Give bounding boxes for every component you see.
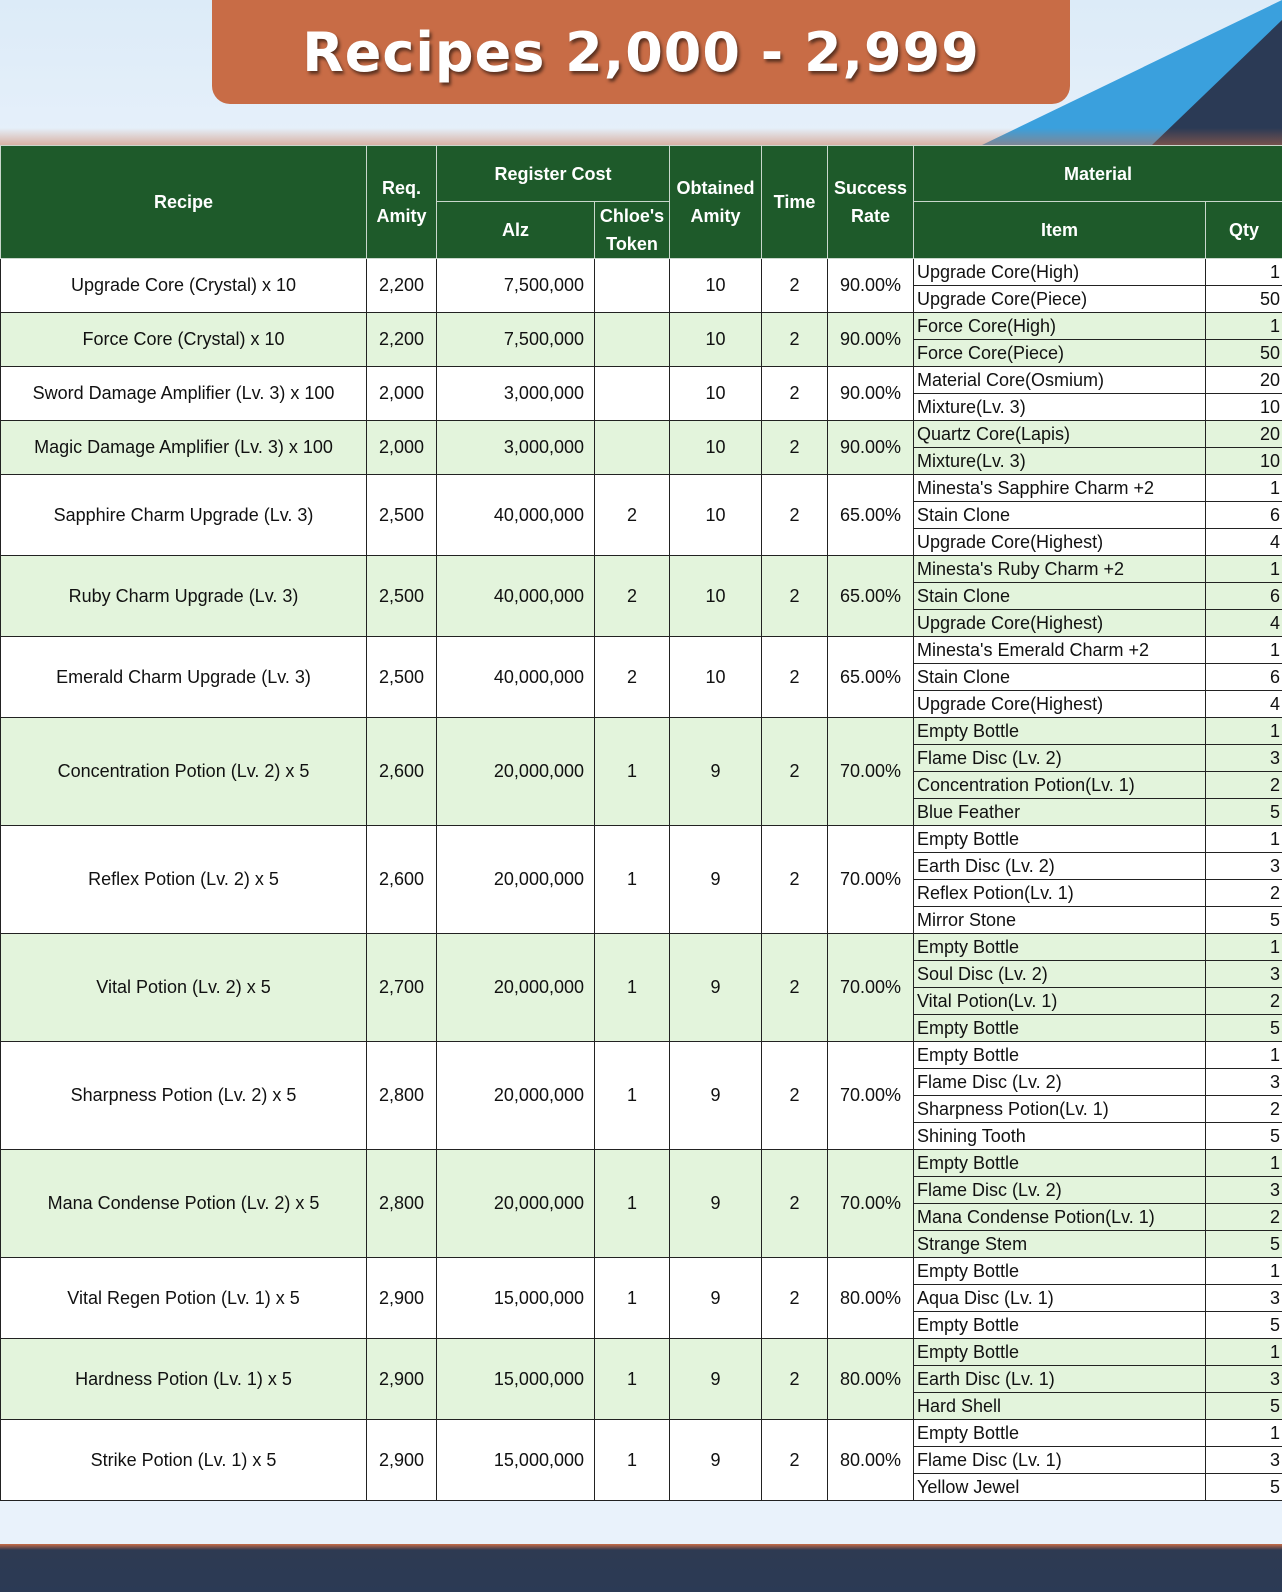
table-row xyxy=(1,934,1282,961)
cell-alz: 40,000,000 xyxy=(437,475,595,556)
cell-chloes-token: 2 xyxy=(595,556,670,637)
cell-time: 2 xyxy=(762,1339,828,1420)
cell-recipe: Upgrade Core (Crystal) x 10 xyxy=(1,259,367,313)
cell-material-item: Mirror Stone xyxy=(914,907,1206,934)
cell-material-qty: 20 xyxy=(1206,367,1282,394)
cell-material-item: Strange Stem xyxy=(914,1231,1206,1258)
cell-time: 2 xyxy=(762,259,828,313)
cell-material-item: Stain Clone xyxy=(914,664,1206,691)
cell-chloes-token: 1 xyxy=(595,1150,670,1258)
cell-material-qty: 2 xyxy=(1206,772,1282,799)
cell-material-item: Flame Disc (Lv. 2) xyxy=(914,1177,1206,1204)
cell-obtained-amity: 10 xyxy=(670,367,762,421)
cell-time: 2 xyxy=(762,313,828,367)
cell-success-rate: 90.00% xyxy=(828,259,914,313)
header-success-rate: Success Rate xyxy=(828,146,914,259)
cell-obtained-amity: 10 xyxy=(670,475,762,556)
header-qty: Qty xyxy=(1206,202,1282,259)
table-row xyxy=(1,718,1282,745)
header-req-amity: Req. Amity xyxy=(367,146,437,259)
cell-material-item: Sharpness Potion(Lv. 1) xyxy=(914,1096,1206,1123)
cell-material-item: Minesta's Sapphire Charm +2 xyxy=(914,475,1206,502)
table-row xyxy=(1,1150,1282,1177)
header-material: Material xyxy=(914,146,1282,202)
cell-time: 2 xyxy=(762,637,828,718)
cell-material-qty: 6 xyxy=(1206,664,1282,691)
cell-material-qty: 6 xyxy=(1206,502,1282,529)
cell-material-item: Upgrade Core(High) xyxy=(914,259,1206,286)
cell-success-rate: 90.00% xyxy=(828,367,914,421)
header-obtained-amity: Obtained Amity xyxy=(670,146,762,259)
footer-bar xyxy=(0,1544,1282,1592)
table-body xyxy=(1,259,1282,1501)
cell-alz: 20,000,000 xyxy=(437,1150,595,1258)
cell-material-item: Empty Bottle xyxy=(914,826,1206,853)
cell-material-item: Empty Bottle xyxy=(914,1339,1206,1366)
cell-chloes-token xyxy=(595,421,670,475)
cell-material-qty: 5 xyxy=(1206,1312,1282,1339)
cell-material-qty: 6 xyxy=(1206,583,1282,610)
cell-alz: 40,000,000 xyxy=(437,637,595,718)
table-row xyxy=(1,1420,1282,1447)
cell-material-qty: 3 xyxy=(1206,853,1282,880)
cell-material-item: Concentration Potion(Lv. 1) xyxy=(914,772,1206,799)
header-shadow xyxy=(0,128,1282,146)
cell-material-qty: 3 xyxy=(1206,1366,1282,1393)
cell-recipe: Magic Damage Amplifier (Lv. 3) x 100 xyxy=(1,421,367,475)
cell-req-amity: 2,900 xyxy=(367,1339,437,1420)
cell-alz: 40,000,000 xyxy=(437,556,595,637)
cell-time: 2 xyxy=(762,421,828,475)
cell-material-item: Flame Disc (Lv. 2) xyxy=(914,745,1206,772)
recipe-table xyxy=(0,145,1282,1501)
cell-material-qty: 1 xyxy=(1206,1339,1282,1366)
cell-material-qty: 10 xyxy=(1206,394,1282,421)
cell-success-rate: 70.00% xyxy=(828,718,914,826)
corner-decoration-navy xyxy=(1152,20,1282,145)
cell-req-amity: 2,600 xyxy=(367,826,437,934)
cell-material-item: Minesta's Emerald Charm +2 xyxy=(914,637,1206,664)
cell-material-qty: 1 xyxy=(1206,1258,1282,1285)
cell-material-item: Yellow Jewel xyxy=(914,1474,1206,1501)
cell-material-item: Empty Bottle xyxy=(914,934,1206,961)
cell-material-item: Reflex Potion(Lv. 1) xyxy=(914,880,1206,907)
cell-material-item: Quartz Core(Lapis) xyxy=(914,421,1206,448)
cell-recipe: Force Core (Crystal) x 10 xyxy=(1,313,367,367)
cell-material-qty: 1 xyxy=(1206,475,1282,502)
cell-obtained-amity: 9 xyxy=(670,1042,762,1150)
cell-obtained-amity: 10 xyxy=(670,421,762,475)
cell-time: 2 xyxy=(762,1042,828,1150)
cell-material-qty: 3 xyxy=(1206,1177,1282,1204)
cell-material-qty: 1 xyxy=(1206,1042,1282,1069)
cell-material-item: Upgrade Core(Piece) xyxy=(914,286,1206,313)
cell-material-qty: 2 xyxy=(1206,1096,1282,1123)
cell-success-rate: 90.00% xyxy=(828,313,914,367)
cell-chloes-token: 1 xyxy=(595,1339,670,1420)
cell-material-item: Mixture(Lv. 3) xyxy=(914,394,1206,421)
cell-req-amity: 2,000 xyxy=(367,367,437,421)
cell-material-item: Earth Disc (Lv. 2) xyxy=(914,853,1206,880)
cell-material-item: Material Core(Osmium) xyxy=(914,367,1206,394)
cell-alz: 20,000,000 xyxy=(437,826,595,934)
cell-material-item: Mixture(Lv. 3) xyxy=(914,448,1206,475)
cell-req-amity: 2,500 xyxy=(367,556,437,637)
cell-chloes-token xyxy=(595,367,670,421)
cell-alz: 20,000,000 xyxy=(437,718,595,826)
cell-time: 2 xyxy=(762,556,828,637)
cell-time: 2 xyxy=(762,475,828,556)
cell-req-amity: 2,900 xyxy=(367,1420,437,1501)
cell-req-amity: 2,500 xyxy=(367,475,437,556)
table-row xyxy=(1,313,1282,340)
cell-material-item: Aqua Disc (Lv. 1) xyxy=(914,1285,1206,1312)
cell-req-amity: 2,200 xyxy=(367,313,437,367)
cell-material-item: Hard Shell xyxy=(914,1393,1206,1420)
cell-obtained-amity: 10 xyxy=(670,259,762,313)
cell-success-rate: 70.00% xyxy=(828,1150,914,1258)
cell-material-qty: 4 xyxy=(1206,529,1282,556)
cell-material-qty: 50 xyxy=(1206,340,1282,367)
cell-obtained-amity: 9 xyxy=(670,934,762,1042)
recipe-table-container xyxy=(0,145,1282,1501)
cell-recipe: Sharpness Potion (Lv. 2) x 5 xyxy=(1,1042,367,1150)
cell-success-rate: 70.00% xyxy=(828,826,914,934)
header-register-cost: Register Cost xyxy=(437,146,670,202)
cell-material-item: Empty Bottle xyxy=(914,718,1206,745)
cell-success-rate: 65.00% xyxy=(828,637,914,718)
header-time: Time xyxy=(762,146,828,259)
cell-material-item: Earth Disc (Lv. 1) xyxy=(914,1366,1206,1393)
cell-material-qty: 10 xyxy=(1206,448,1282,475)
cell-obtained-amity: 10 xyxy=(670,556,762,637)
cell-alz: 20,000,000 xyxy=(437,934,595,1042)
cell-material-qty: 1 xyxy=(1206,556,1282,583)
cell-success-rate: 80.00% xyxy=(828,1258,914,1339)
cell-material-item: Empty Bottle xyxy=(914,1150,1206,1177)
cell-req-amity: 2,600 xyxy=(367,718,437,826)
cell-alz: 7,500,000 xyxy=(437,259,595,313)
cell-chloes-token: 1 xyxy=(595,1258,670,1339)
table-row xyxy=(1,1042,1282,1069)
cell-time: 2 xyxy=(762,1150,828,1258)
cell-obtained-amity: 9 xyxy=(670,1420,762,1501)
cell-time: 2 xyxy=(762,934,828,1042)
cell-alz: 15,000,000 xyxy=(437,1339,595,1420)
table-row xyxy=(1,475,1282,502)
cell-material-item: Stain Clone xyxy=(914,583,1206,610)
cell-material-qty: 4 xyxy=(1206,610,1282,637)
cell-material-qty: 1 xyxy=(1206,718,1282,745)
cell-chloes-token: 1 xyxy=(595,1042,670,1150)
cell-success-rate: 65.00% xyxy=(828,556,914,637)
cell-chloes-token: 2 xyxy=(595,475,670,556)
cell-material-item: Force Core(High) xyxy=(914,313,1206,340)
title-banner xyxy=(212,0,1070,104)
header-recipe: Recipe xyxy=(1,146,367,259)
cell-recipe: Hardness Potion (Lv. 1) x 5 xyxy=(1,1339,367,1420)
cell-material-qty: 5 xyxy=(1206,1015,1282,1042)
cell-success-rate: 80.00% xyxy=(828,1339,914,1420)
table-row xyxy=(1,259,1282,286)
cell-material-item: Upgrade Core(Highest) xyxy=(914,691,1206,718)
cell-material-qty: 3 xyxy=(1206,961,1282,988)
cell-chloes-token xyxy=(595,313,670,367)
cell-req-amity: 2,800 xyxy=(367,1042,437,1150)
cell-material-item: Soul Disc (Lv. 2) xyxy=(914,961,1206,988)
cell-material-item: Shining Tooth xyxy=(914,1123,1206,1150)
cell-material-item: Empty Bottle xyxy=(914,1312,1206,1339)
cell-material-item: Flame Disc (Lv. 2) xyxy=(914,1069,1206,1096)
cell-material-qty: 3 xyxy=(1206,1069,1282,1096)
cell-obtained-amity: 9 xyxy=(670,826,762,934)
cell-req-amity: 2,500 xyxy=(367,637,437,718)
cell-material-qty: 1 xyxy=(1206,826,1282,853)
cell-material-item: Empty Bottle xyxy=(914,1258,1206,1285)
cell-material-item: Vital Potion(Lv. 1) xyxy=(914,988,1206,1015)
cell-chloes-token: 1 xyxy=(595,934,670,1042)
cell-req-amity: 2,800 xyxy=(367,1150,437,1258)
cell-material-item: Empty Bottle xyxy=(914,1420,1206,1447)
cell-alz: 7,500,000 xyxy=(437,313,595,367)
cell-obtained-amity: 9 xyxy=(670,1150,762,1258)
cell-time: 2 xyxy=(762,367,828,421)
cell-recipe: Strike Potion (Lv. 1) x 5 xyxy=(1,1420,367,1501)
cell-material-qty: 4 xyxy=(1206,691,1282,718)
cell-req-amity: 2,000 xyxy=(367,421,437,475)
table-row xyxy=(1,556,1282,583)
cell-material-qty: 5 xyxy=(1206,907,1282,934)
cell-material-item: Force Core(Piece) xyxy=(914,340,1206,367)
cell-success-rate: 70.00% xyxy=(828,934,914,1042)
cell-material-qty: 1 xyxy=(1206,1420,1282,1447)
table-header xyxy=(1,146,1282,259)
cell-req-amity: 2,700 xyxy=(367,934,437,1042)
table-row xyxy=(1,367,1282,394)
cell-material-item: Upgrade Core(Highest) xyxy=(914,610,1206,637)
cell-recipe: Concentration Potion (Lv. 2) x 5 xyxy=(1,718,367,826)
cell-time: 2 xyxy=(762,718,828,826)
cell-chloes-token: 1 xyxy=(595,1420,670,1501)
cell-material-item: Mana Condense Potion(Lv. 1) xyxy=(914,1204,1206,1231)
table-row xyxy=(1,826,1282,853)
cell-recipe: Reflex Potion (Lv. 2) x 5 xyxy=(1,826,367,934)
cell-alz: 3,000,000 xyxy=(437,367,595,421)
cell-success-rate: 90.00% xyxy=(828,421,914,475)
table-row xyxy=(1,421,1282,448)
page-title: Recipes 2,000 - 2,999 xyxy=(302,20,980,84)
header-chloes-token: Chloe's Token xyxy=(595,202,670,259)
cell-recipe: Mana Condense Potion (Lv. 2) x 5 xyxy=(1,1150,367,1258)
cell-material-qty: 50 xyxy=(1206,286,1282,313)
cell-material-qty: 2 xyxy=(1206,880,1282,907)
cell-chloes-token: 1 xyxy=(595,718,670,826)
cell-alz: 20,000,000 xyxy=(437,1042,595,1150)
cell-material-qty: 5 xyxy=(1206,1123,1282,1150)
cell-alz: 15,000,000 xyxy=(437,1258,595,1339)
cell-success-rate: 80.00% xyxy=(828,1420,914,1501)
cell-material-item: Upgrade Core(Highest) xyxy=(914,529,1206,556)
cell-material-qty: 3 xyxy=(1206,1285,1282,1312)
cell-material-qty: 5 xyxy=(1206,1231,1282,1258)
cell-material-item: Flame Disc (Lv. 1) xyxy=(914,1447,1206,1474)
cell-recipe: Sapphire Charm Upgrade (Lv. 3) xyxy=(1,475,367,556)
cell-material-item: Empty Bottle xyxy=(914,1042,1206,1069)
cell-material-qty: 20 xyxy=(1206,421,1282,448)
table-row xyxy=(1,1258,1282,1285)
cell-material-qty: 1 xyxy=(1206,313,1282,340)
cell-material-qty: 5 xyxy=(1206,1474,1282,1501)
cell-recipe: Sword Damage Amplifier (Lv. 3) x 100 xyxy=(1,367,367,421)
cell-material-qty: 3 xyxy=(1206,745,1282,772)
cell-material-qty: 1 xyxy=(1206,259,1282,286)
cell-chloes-token: 1 xyxy=(595,826,670,934)
cell-material-qty: 1 xyxy=(1206,1150,1282,1177)
cell-material-qty: 5 xyxy=(1206,1393,1282,1420)
cell-material-qty: 2 xyxy=(1206,988,1282,1015)
cell-req-amity: 2,900 xyxy=(367,1258,437,1339)
cell-obtained-amity: 9 xyxy=(670,1258,762,1339)
cell-obtained-amity: 10 xyxy=(670,313,762,367)
cell-recipe: Emerald Charm Upgrade (Lv. 3) xyxy=(1,637,367,718)
cell-recipe: Vital Potion (Lv. 2) x 5 xyxy=(1,934,367,1042)
cell-time: 2 xyxy=(762,1258,828,1339)
cell-obtained-amity: 10 xyxy=(670,637,762,718)
cell-alz: 3,000,000 xyxy=(437,421,595,475)
cell-material-qty: 5 xyxy=(1206,799,1282,826)
table-row xyxy=(1,1339,1282,1366)
cell-success-rate: 65.00% xyxy=(828,475,914,556)
cell-time: 2 xyxy=(762,826,828,934)
cell-material-item: Empty Bottle xyxy=(914,1015,1206,1042)
table-row xyxy=(1,637,1282,664)
cell-alz: 15,000,000 xyxy=(437,1420,595,1501)
cell-chloes-token xyxy=(595,259,670,313)
cell-material-qty: 2 xyxy=(1206,1204,1282,1231)
cell-material-item: Minesta's Ruby Charm +2 xyxy=(914,556,1206,583)
cell-recipe: Ruby Charm Upgrade (Lv. 3) xyxy=(1,556,367,637)
cell-material-qty: 1 xyxy=(1206,637,1282,664)
cell-req-amity: 2,200 xyxy=(367,259,437,313)
cell-chloes-token: 2 xyxy=(595,637,670,718)
cell-recipe: Vital Regen Potion (Lv. 1) x 5 xyxy=(1,1258,367,1339)
cell-time: 2 xyxy=(762,1420,828,1501)
cell-material-item: Stain Clone xyxy=(914,502,1206,529)
header-alz: Alz xyxy=(437,202,595,259)
cell-material-qty: 3 xyxy=(1206,1447,1282,1474)
cell-material-qty: 1 xyxy=(1206,934,1282,961)
cell-obtained-amity: 9 xyxy=(670,1339,762,1420)
cell-success-rate: 70.00% xyxy=(828,1042,914,1150)
header-item: Item xyxy=(914,202,1206,259)
cell-obtained-amity: 9 xyxy=(670,718,762,826)
cell-material-item: Blue Feather xyxy=(914,799,1206,826)
